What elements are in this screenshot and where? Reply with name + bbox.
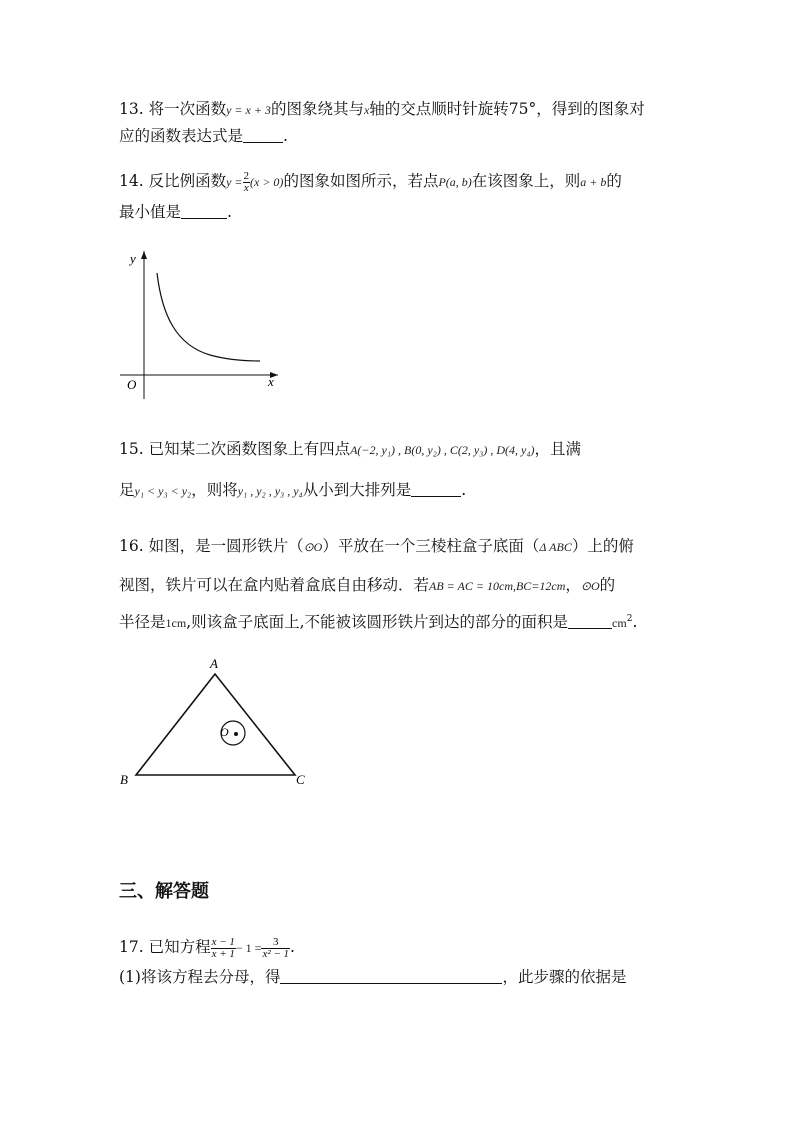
q16-unit: cm: [612, 616, 627, 631]
q16-line3: [119, 608, 637, 634]
q17-rhs-num: 3: [261, 937, 290, 949]
y-axis-label: y: [130, 251, 136, 266]
q14-condition: (x > 0): [250, 175, 284, 189]
q14-y-eq: y =: [226, 175, 243, 189]
q14-line1: [119, 170, 622, 194]
q15-period: .: [461, 481, 467, 499]
q16-radius: 1cm: [165, 616, 187, 631]
label-c: C: [296, 772, 305, 787]
q14-period: .: [227, 203, 232, 221]
q16-text: ）上的俯: [571, 537, 634, 555]
q14-text: 最小值是: [119, 203, 182, 221]
q14-text: 的: [606, 172, 622, 190]
q14-text: 的图象如图所示，若点: [283, 172, 439, 190]
q13-text: 13. 将一次函数: [119, 100, 227, 118]
q14-point: P(a, b): [438, 175, 472, 189]
q16-circle: ⊙O: [303, 540, 323, 554]
q17-answer-blank[interactable]: [280, 968, 502, 984]
q15-text: 从小到大排列是: [302, 481, 412, 499]
x-axis-label: x: [268, 374, 274, 389]
q16-line1: [119, 535, 634, 558]
q13-line2: [119, 125, 288, 147]
origin-label: O: [127, 377, 137, 392]
q17-lhs-num: x − 1: [211, 935, 235, 948]
section-heading: 三、解答题: [119, 881, 209, 902]
q15-text: ，且满: [534, 440, 581, 458]
label-o: O: [220, 725, 229, 739]
q16-text: ，: [565, 576, 581, 594]
q16-answer-blank[interactable]: [568, 613, 612, 629]
q16-unit-sup: 2: [626, 614, 633, 624]
q13-line1: [119, 98, 645, 121]
q17-minus-one: − 1 =: [235, 941, 262, 955]
q14-graph: [110, 245, 290, 405]
q16-text: 半径是: [119, 613, 166, 632]
q14-text: 在该图象上，则: [471, 172, 581, 190]
q15-line2: [119, 479, 466, 502]
q14-frac-den: x: [243, 181, 249, 194]
q13-text: 的图象绕其与: [270, 100, 364, 118]
q15-points: A(−2, y₁) , B(0, y₂) , C(2, y₃) , D(4, y₄): [350, 443, 535, 457]
q14-sum: a + b: [580, 175, 607, 189]
center-dot: [234, 732, 238, 736]
q17-line1: [119, 936, 295, 960]
y-axis-arrow-icon: [141, 251, 147, 259]
q15-line1: [119, 438, 581, 461]
q17-lhs-fraction: [211, 937, 236, 960]
q17-part1: [119, 966, 626, 988]
triangle-abc: [136, 674, 295, 775]
q14-frac-num: 2: [243, 169, 250, 182]
q16-circle2: ⊙O: [580, 579, 600, 593]
q14-line2: [119, 201, 232, 223]
q13-period: .: [283, 127, 288, 145]
q13-axis: x: [363, 103, 370, 117]
q14-text: 14. 反比例函数: [119, 172, 227, 190]
q13-answer-blank[interactable]: [243, 127, 283, 143]
q16-triangle: Δ ABC: [539, 540, 572, 554]
q17-lhs-den: x + 1: [211, 947, 235, 960]
q16-text: 视图，铁片可以在盒内贴着盒底自由移动．若: [119, 576, 430, 594]
q15-condition: y₁ < y₃ < y₂: [134, 484, 192, 498]
q17-period: .: [290, 938, 295, 956]
q14-answer-blank[interactable]: [181, 203, 227, 219]
q13-text: 应的函数表达式是: [119, 127, 244, 145]
q16-text: ）平放在一个三棱柱盒子底面（: [322, 537, 540, 555]
hyperbola-curve: [157, 273, 260, 361]
q15-vars: y₁ , y₂ , y₃ , y₄: [237, 484, 303, 498]
q15-text: 15. 已知某二次函数图象上有四点: [119, 440, 351, 458]
q17-text: 17. 已知方程: [119, 938, 211, 956]
q13-function: y = x + 3: [226, 103, 271, 117]
q17-rhs-fraction: [261, 937, 290, 960]
q14-fraction: [243, 171, 251, 194]
q15-answer-blank[interactable]: [411, 481, 461, 497]
label-b: B: [120, 772, 128, 787]
q16-text: ,则该盒子底面上,不能被该圆形铁片到达的部分的面积是: [186, 613, 569, 632]
q17-text: (1)将该方程去分母，得: [119, 968, 281, 986]
q13-text: 轴的交点顺时针旋转75°，得到的图象对: [369, 100, 645, 118]
q16-condition: AB = AC = 10cm,BC=12cm: [429, 579, 566, 593]
q16-text: 16. 如图，是一圆形铁片（: [119, 537, 304, 555]
q15-text: 足: [119, 481, 135, 499]
label-a: A: [210, 656, 218, 671]
q16-triangle-figure: [112, 652, 312, 792]
q15-text: ，则将: [191, 481, 238, 499]
q16-line2: [119, 574, 615, 597]
q16-period: .: [632, 613, 638, 632]
q16-text: 的: [599, 576, 616, 594]
q17-rhs-den: x² − 1: [262, 947, 290, 960]
q17-text: ，此步骤的依据是: [502, 968, 627, 986]
